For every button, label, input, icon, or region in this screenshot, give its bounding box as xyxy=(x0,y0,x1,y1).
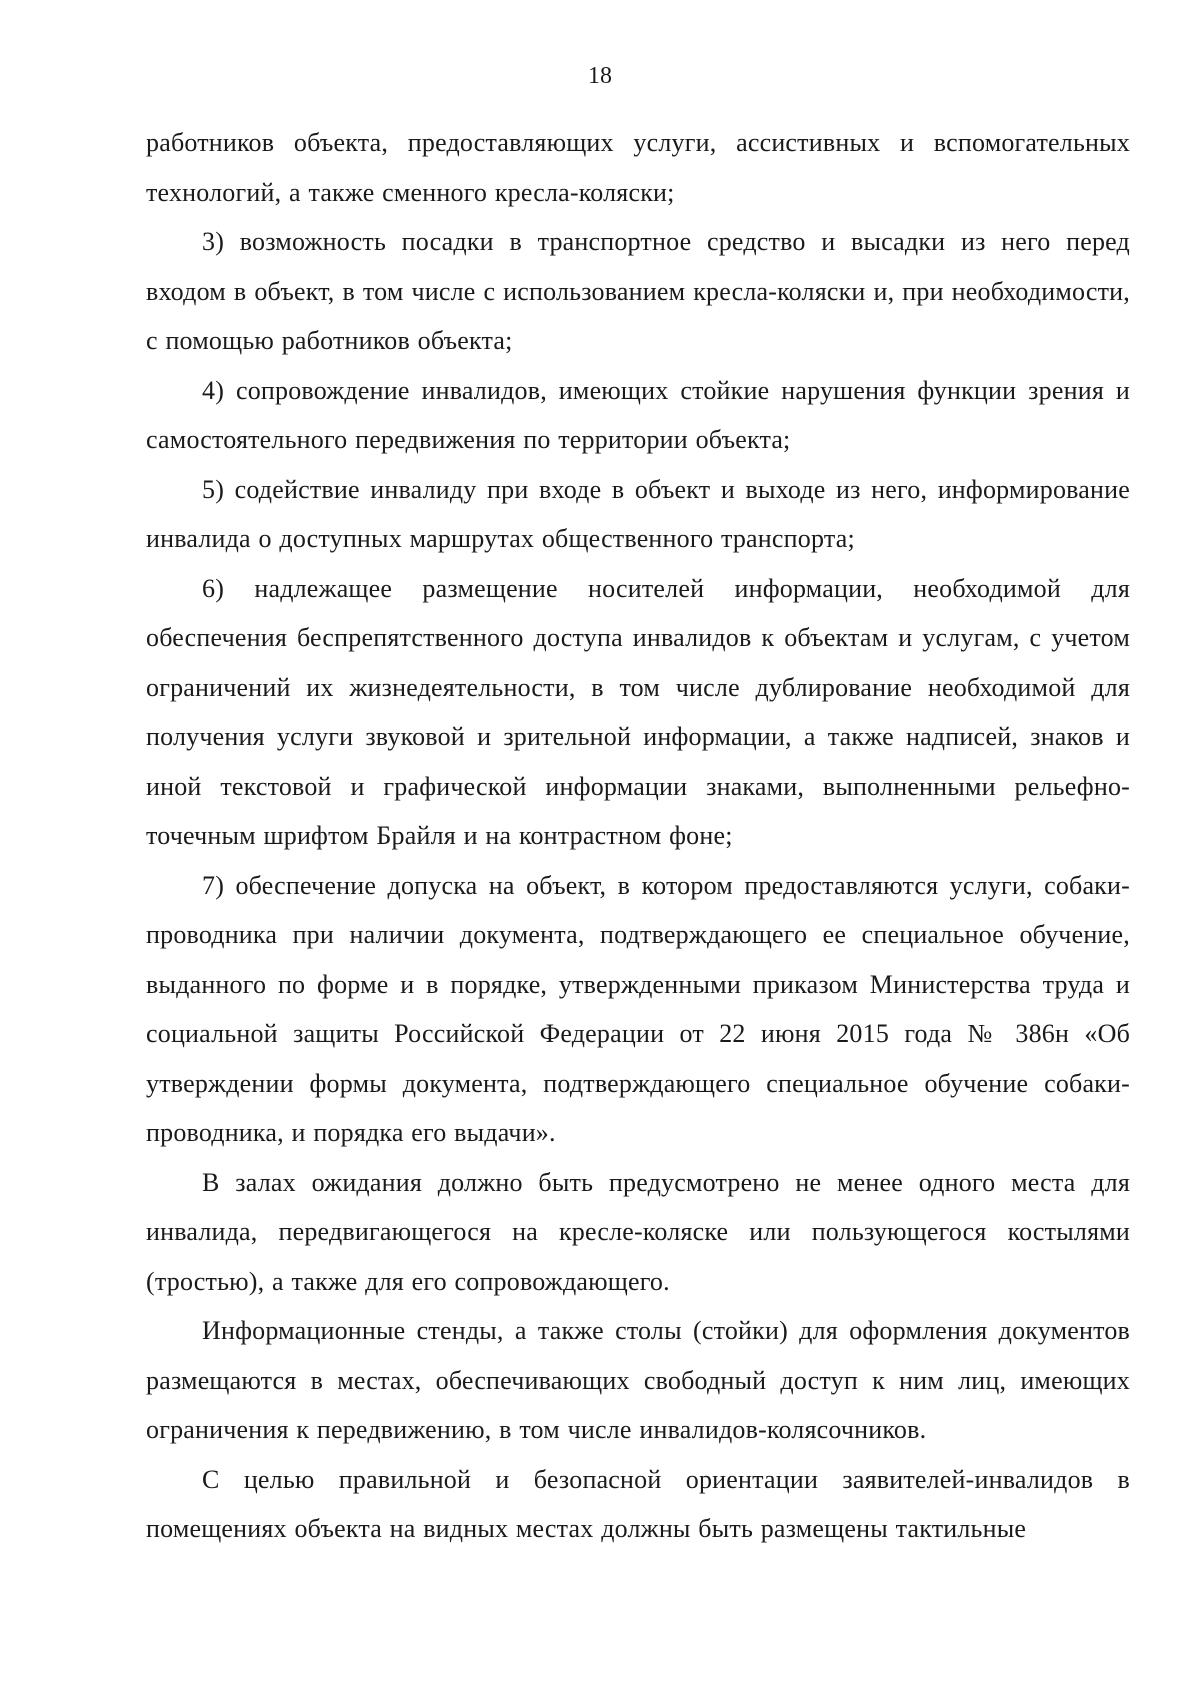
list-item-5: 5) содействие инвалиду при входе в объект и выходе из него, информирование инвалида о доступных маршрутах общественного транспорта; xyxy=(146,474,1130,553)
paragraph-waiting-rooms: В залах ожидания должно быть предусмотрено не менее одного места для инвалида, передвигающегося на кресле-коляске или пользующегося костылями (тростью), а также для его сопровождающего. xyxy=(146,1167,1130,1296)
list-item-6: 6) надлежащее размещение носителей информации, необходимой для обеспечения беспрепятственного доступа инвалидов к объектам и услугам, с учетом ограничений их жизнедеятельности, в том числе дублирование необходимой для получения услуги звуковой и зрительной информации, а также надписей, знаков и иной текстовой и графической информации знаками, выполненными рельефно-точечным шрифтом Брайля и на контрастном фоне; xyxy=(146,573,1130,850)
paragraph-continuation: работников объекта, предоставляющих услуги, ассистивных и вспомогательных технологий, а также сменного кресла-коляски; xyxy=(146,128,1130,207)
document-body xyxy=(146,118,1130,1554)
paragraph-orientation: С целью правильной и безопасной ориентации заявителей-инвалидов в помещениях объекта на видных местах должны быть размещены тактильные xyxy=(146,1464,1130,1543)
list-item-3: 3) возможность посадки в транспортное средство и высадки из него перед входом в объект, в том числе с использованием кресла-коляски и, при необходимости, с помощью работников объекта; xyxy=(146,227,1130,355)
paragraph-info-stands: Информационные стенды, а также столы (стойки) для оформления документов размещаются в местах, обеспечивающих свободный доступ к ним лиц, имеющих ограничения к передвижению, в том числе инвалидов-колясочников. xyxy=(146,1316,1130,1444)
list-item-4: 4) сопровождение инвалидов, имеющих стойкие нарушения функции зрения и самостоятельного передвижения по территории объекта; xyxy=(146,375,1130,454)
page-number: 18 xyxy=(588,63,612,89)
list-item-7: 7) обеспечение допуска на объект, в котором предоставляются услуги, собаки-проводника при наличии документа, подтверждающего ее специальное обучение, выданного по форме и в порядке, утвержденными приказом Министерства труда и социальной защиты Российской Федерации от 22 июня 2015 года № 386н «Об утверждении формы документа, подтверждающего специальное обучение собаки-проводника, и порядка его выдачи». xyxy=(146,870,1130,1147)
